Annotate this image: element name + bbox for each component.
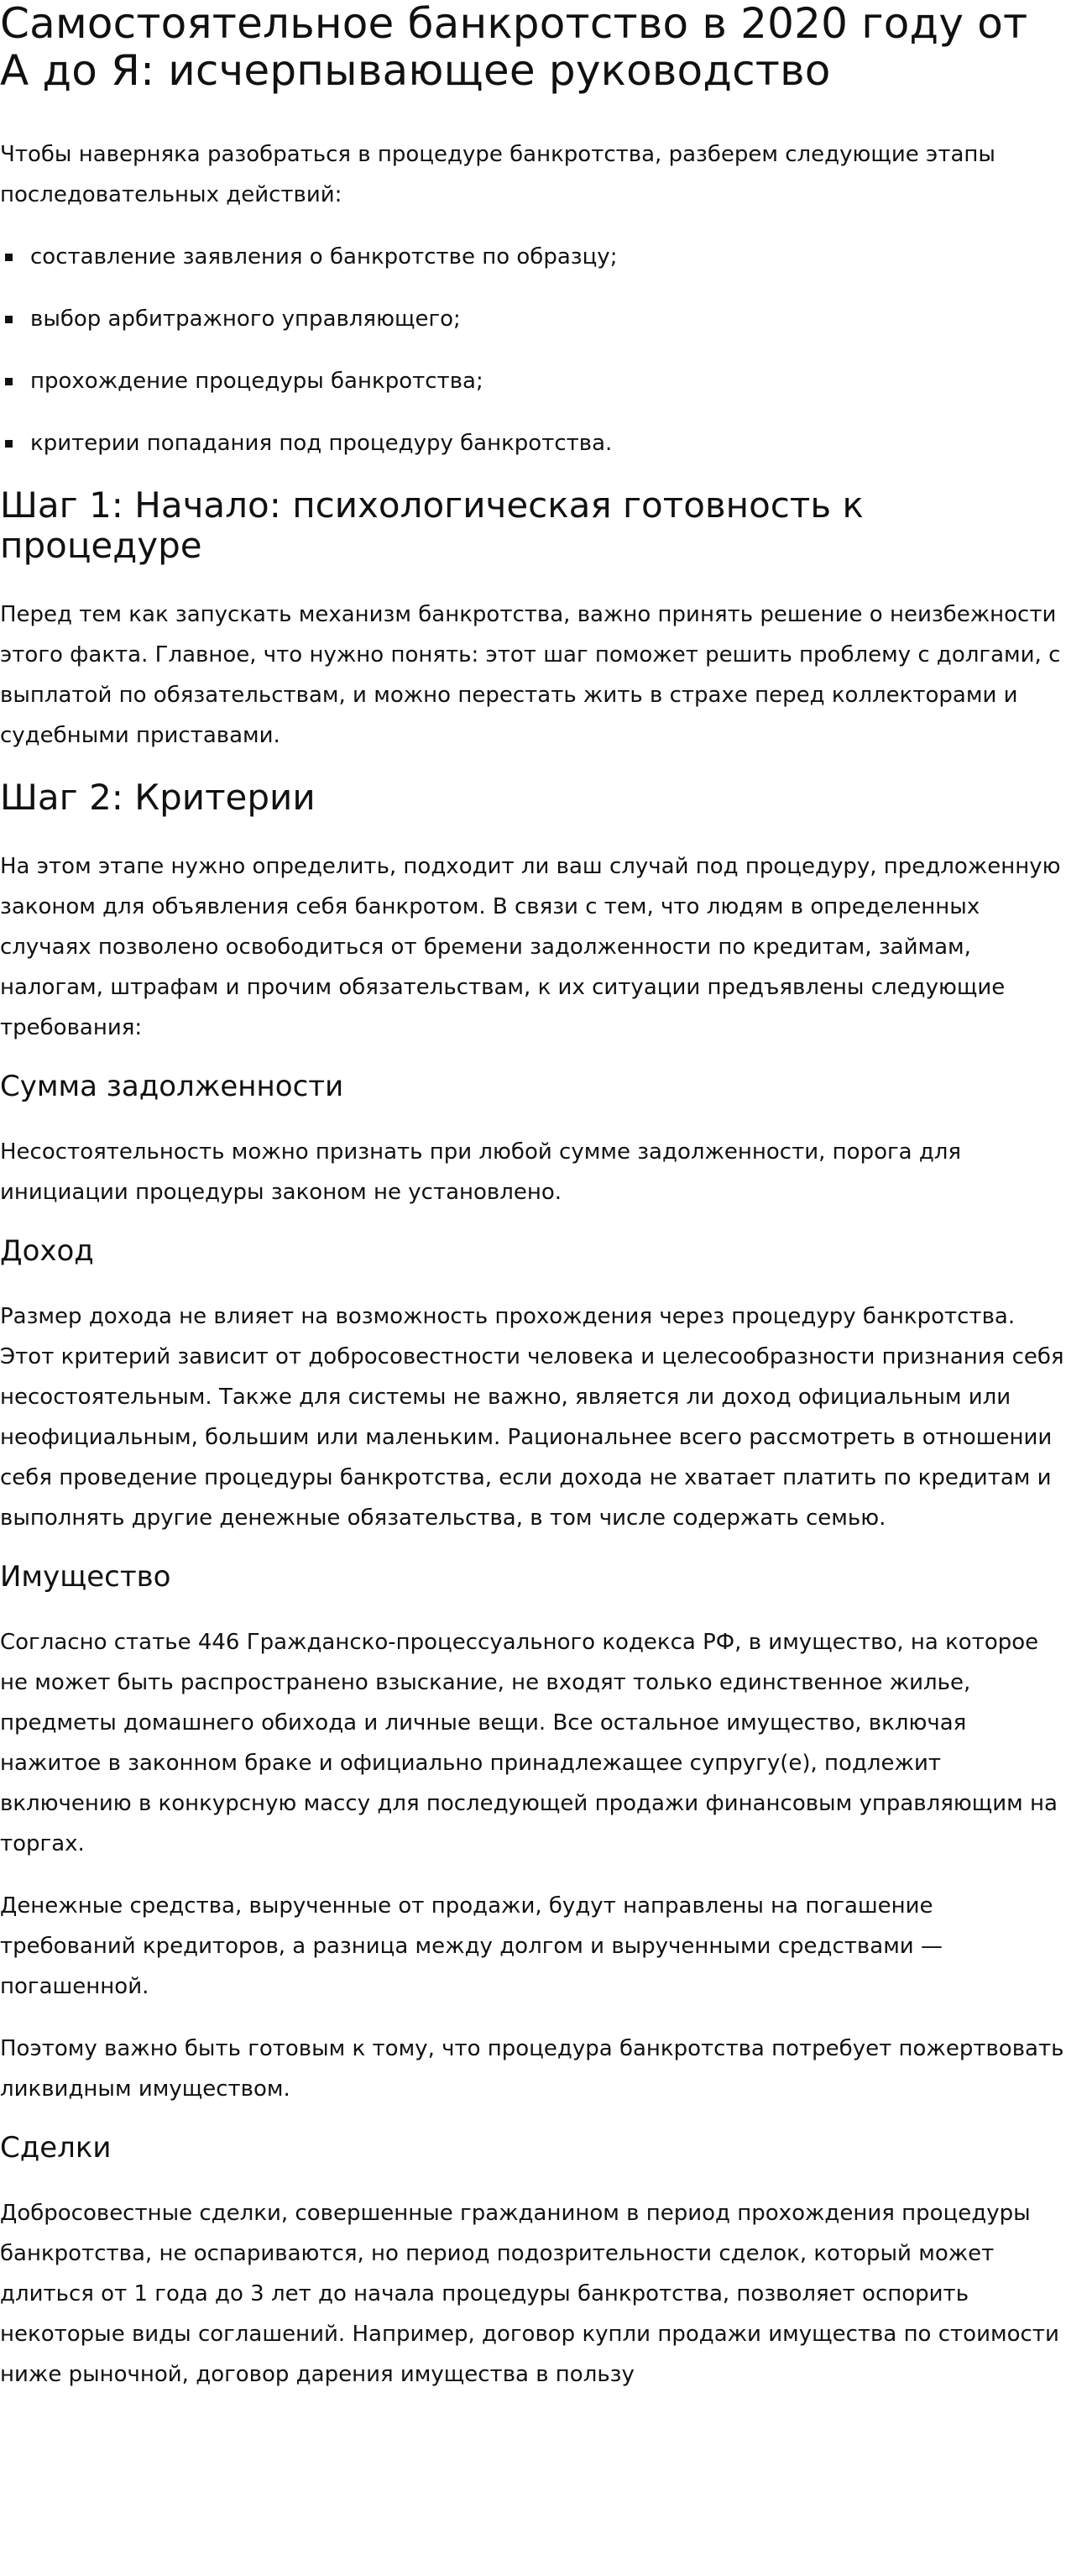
step2-heading: Шаг 2: Критерии [0, 777, 316, 818]
property-paragraph-2: Денежные средства, вырученные от продажи, будут направлены на погашение требований кредиторов, а разница между долгом и вырученными средствами — погашенной. [0, 1893, 943, 1999]
deals-heading: Сделки [0, 2131, 112, 2165]
income-paragraph: Размер дохода не влияет на возможность прохождения через процедуру банкротства. Этот критерий зависит от добросовестности человека и целесообразности признания себя несостоятельным. Также для системы не важно, является ли доход официальным или неофициальным, большим или маленьким. Рациональнее всего рассмотреть в отношении себя проведение процедуры банкротства, если дохода не хватает платить по кредитам и выполнять другие денежные обязательства, в том числе содержать семью. [0, 1304, 1064, 1531]
debt-paragraph: Несостоятельность можно признать при любой сумме задолженности, порога для инициации процедуры законом не установлено. [0, 1139, 962, 1205]
bullet-icon [5, 254, 13, 261]
bullet-icon [5, 440, 13, 448]
list-item [0, 423, 1066, 463]
debt-heading: Сумма задолженности [0, 1070, 344, 1103]
property-paragraph-3: Поэтому важно быть готовым к тому, что процедура банкротства потребует пожертвовать ликвидным имуществом. [0, 2036, 1064, 2102]
list-item [0, 361, 1066, 401]
list-item-text: прохождение процедуры банкротства; [30, 369, 483, 394]
step1-paragraph: Перед тем как запускать механизм банкротства, важно принять решение о неизбежности этого факта. Главное, что нужно понять: этот шаг поможет решить проблему с долгами, с выплатой по обязательствам, и можно перестать жить в страхе перед коллекторами и судебными приставами. [0, 602, 1061, 748]
step1-heading: Шаг 1: Начало: психологическая готовность к процедуре [0, 484, 864, 566]
list-item-text: критерии попадания под процедуру банкротства. [30, 431, 613, 456]
steps-list [0, 237, 1066, 463]
deals-paragraph: Добросовестные сделки, совершенные гражданином в период прохождения процедуры банкротства, не оспариваются, но период подозрительности сделок, который может длиться от 1 года до 3 лет до начала процедуры банкротства, позволяет оспорить некоторые виды соглашений. Например, договор купли продажи имущества по стоимости ниже рыночной, договор дарения имущества в пользу [0, 2201, 1059, 2387]
intro-paragraph: Чтобы наверняка разобраться в процедуре банкротства, разберем следующие этапы последовательных действий: [0, 142, 995, 207]
list-item-text: составление заявления о банкротстве по образцу; [30, 244, 618, 270]
step2-paragraph: На этом этапе нужно определить, подходит ли ваш случай под процедуру, предложенную законом для объявления себя банкротом. В связи с тем, что людям в определенных случаях позволено освободиться от бремени задолженности по кредитам, займам, налогам, штрафам и прочим обязательствам, к их ситуации предъявлены следующие требования: [0, 854, 1061, 1040]
income-heading: Доход [0, 1234, 94, 1268]
bullet-icon [5, 378, 13, 385]
article-title: Самостоятельное банкротство в 2020 году от А до Я: исчерпывающее руководство [0, 0, 1028, 95]
property-heading: Имущество [0, 1560, 171, 1594]
list-item [0, 299, 1066, 339]
bullet-icon [5, 316, 13, 323]
list-item [0, 237, 1066, 277]
property-paragraph-1: Согласно статье 446 Гражданско-процессуального кодекса РФ, в имущество, на которое не может быть распространено взыскание, не входят только единственное жилье, предметы домашнего обихода и личные вещи. Все остальное имущество, включая нажитое в законном браке и официально принадлежащее супругу(е), подлежит включению в конкурсную массу для последующей продажи финансовым управляющим на торгах. [0, 1630, 1058, 1856]
list-item-text: выбор арбитражного управляющего; [30, 306, 461, 332]
